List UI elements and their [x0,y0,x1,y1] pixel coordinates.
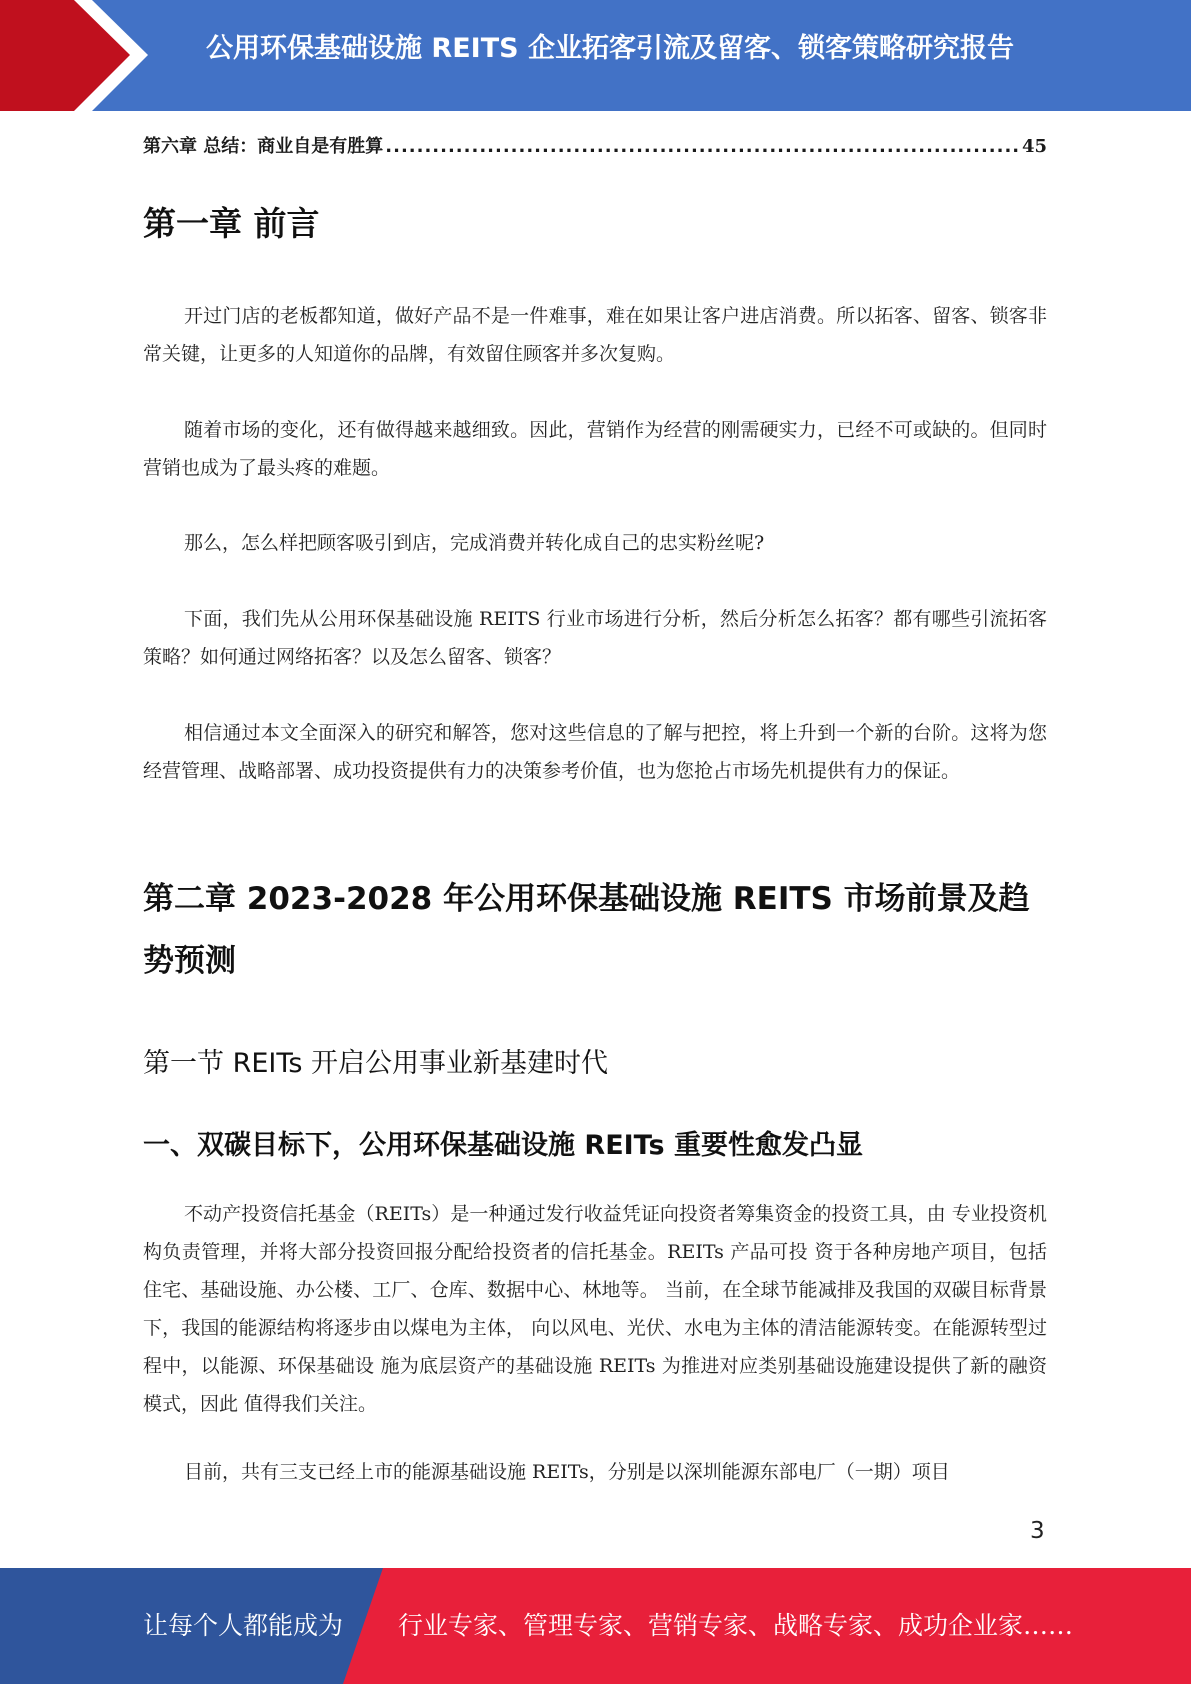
chapter-2-heading: 第二章 2023-2028 年公用环保基础设施 REITS 市场前景及趋势预测 [143,881,1030,979]
red-arrow-decoration [0,0,160,111]
footer-slogan-right: 行业专家、管理专家、营销专家、战略专家、成功企业家…… [398,1611,1074,1640]
chapter-1-paragraph: 开过门店的老板都知道，做好产品不是一件难事，难在如果让客户进店消费。所以拓客、留客、锁客非常关键，让更多的人知道你的品牌，有效留住顾客并多次复购。 [143,305,1047,365]
chapter-1-paragraph: 随着市场的变化，还有做得越来越细致。因此，营销作为经营的刚需硬实力，已经不可或缺的。但同时营销也成为了最头疼的难题。 [143,419,1047,479]
toc-leader-dots [385,136,1020,157]
chapter-2-paragraph: 目前，共有三支已经上市的能源基础设施 REITs，分别是以深圳能源东部电厂（一期）项目 [184,1461,950,1483]
chapter-1-heading: 第一章 前言 [143,204,320,243]
footer-banner [0,1568,1191,1684]
toc-entry-label: 第六章 总结：商业自是有胜算 [143,136,384,157]
footer-slogan-left: 让每个人都能成为 [143,1611,344,1640]
toc-entry[interactable] [143,132,1047,158]
section-heading: 第一节 REITs 开启公用事业新基建时代 [143,1048,609,1079]
chapter-2-paragraph: 不动产投资信托基金（REITs）是一种通过发行收益凭证向投资者筹集资金的投资工具，由 专业投资机构负责管理，并将大部分投资回报分配给投资者的信托基金。REITs 产品可投 资于各种房地产项目，包括住宅、基础设施、办公楼、工厂、仓库、数据中心、林地等。 当前，在全球节能减排及我国的双碳目标背景下，我国的能源结构将逐步由以煤电为主体， 向以风电、光伏、水电为主体的清洁能源转变。在能源转型过程中，以能源、环保基础设 施为底层资产的基础设施 REITs 为推进对应类别基础设施建设提供了新的融资模式，因此 值得我们关注。 [143,1203,1047,1415]
chapter-1-paragraph: 相信通过本文全面深入的研究和解答，您对这些信息的了解与把控，将上升到一个新的台阶。这将为您经营管理、战略部署、成功投资提供有力的决策参考价值，也为您抢占市场先机提供有力的保证。 [143,722,1047,782]
subsection-heading: 一、双碳目标下，公用环保基础设施 REITs 重要性愈发凸显 [143,1130,863,1161]
chapter-1-paragraph: 下面，我们先从公用环保基础设施 REITS 行业市场进行分析，然后分析怎么拓客？都有哪些引流拓客策略？如何通过网络拓客？以及怎么留客、锁客？ [143,608,1047,668]
page-number: 3 [1030,1518,1045,1544]
chapter-1-paragraph: 那么，怎么样把顾客吸引到店，完成消费并转化成自己的忠实粉丝呢? [184,532,765,554]
report-title: 公用环保基础设施 REITS 企业拓客引流及留客、锁客策略研究报告 [206,33,1014,64]
header-banner [0,0,1191,111]
toc-page-number: 45 [1021,136,1047,157]
